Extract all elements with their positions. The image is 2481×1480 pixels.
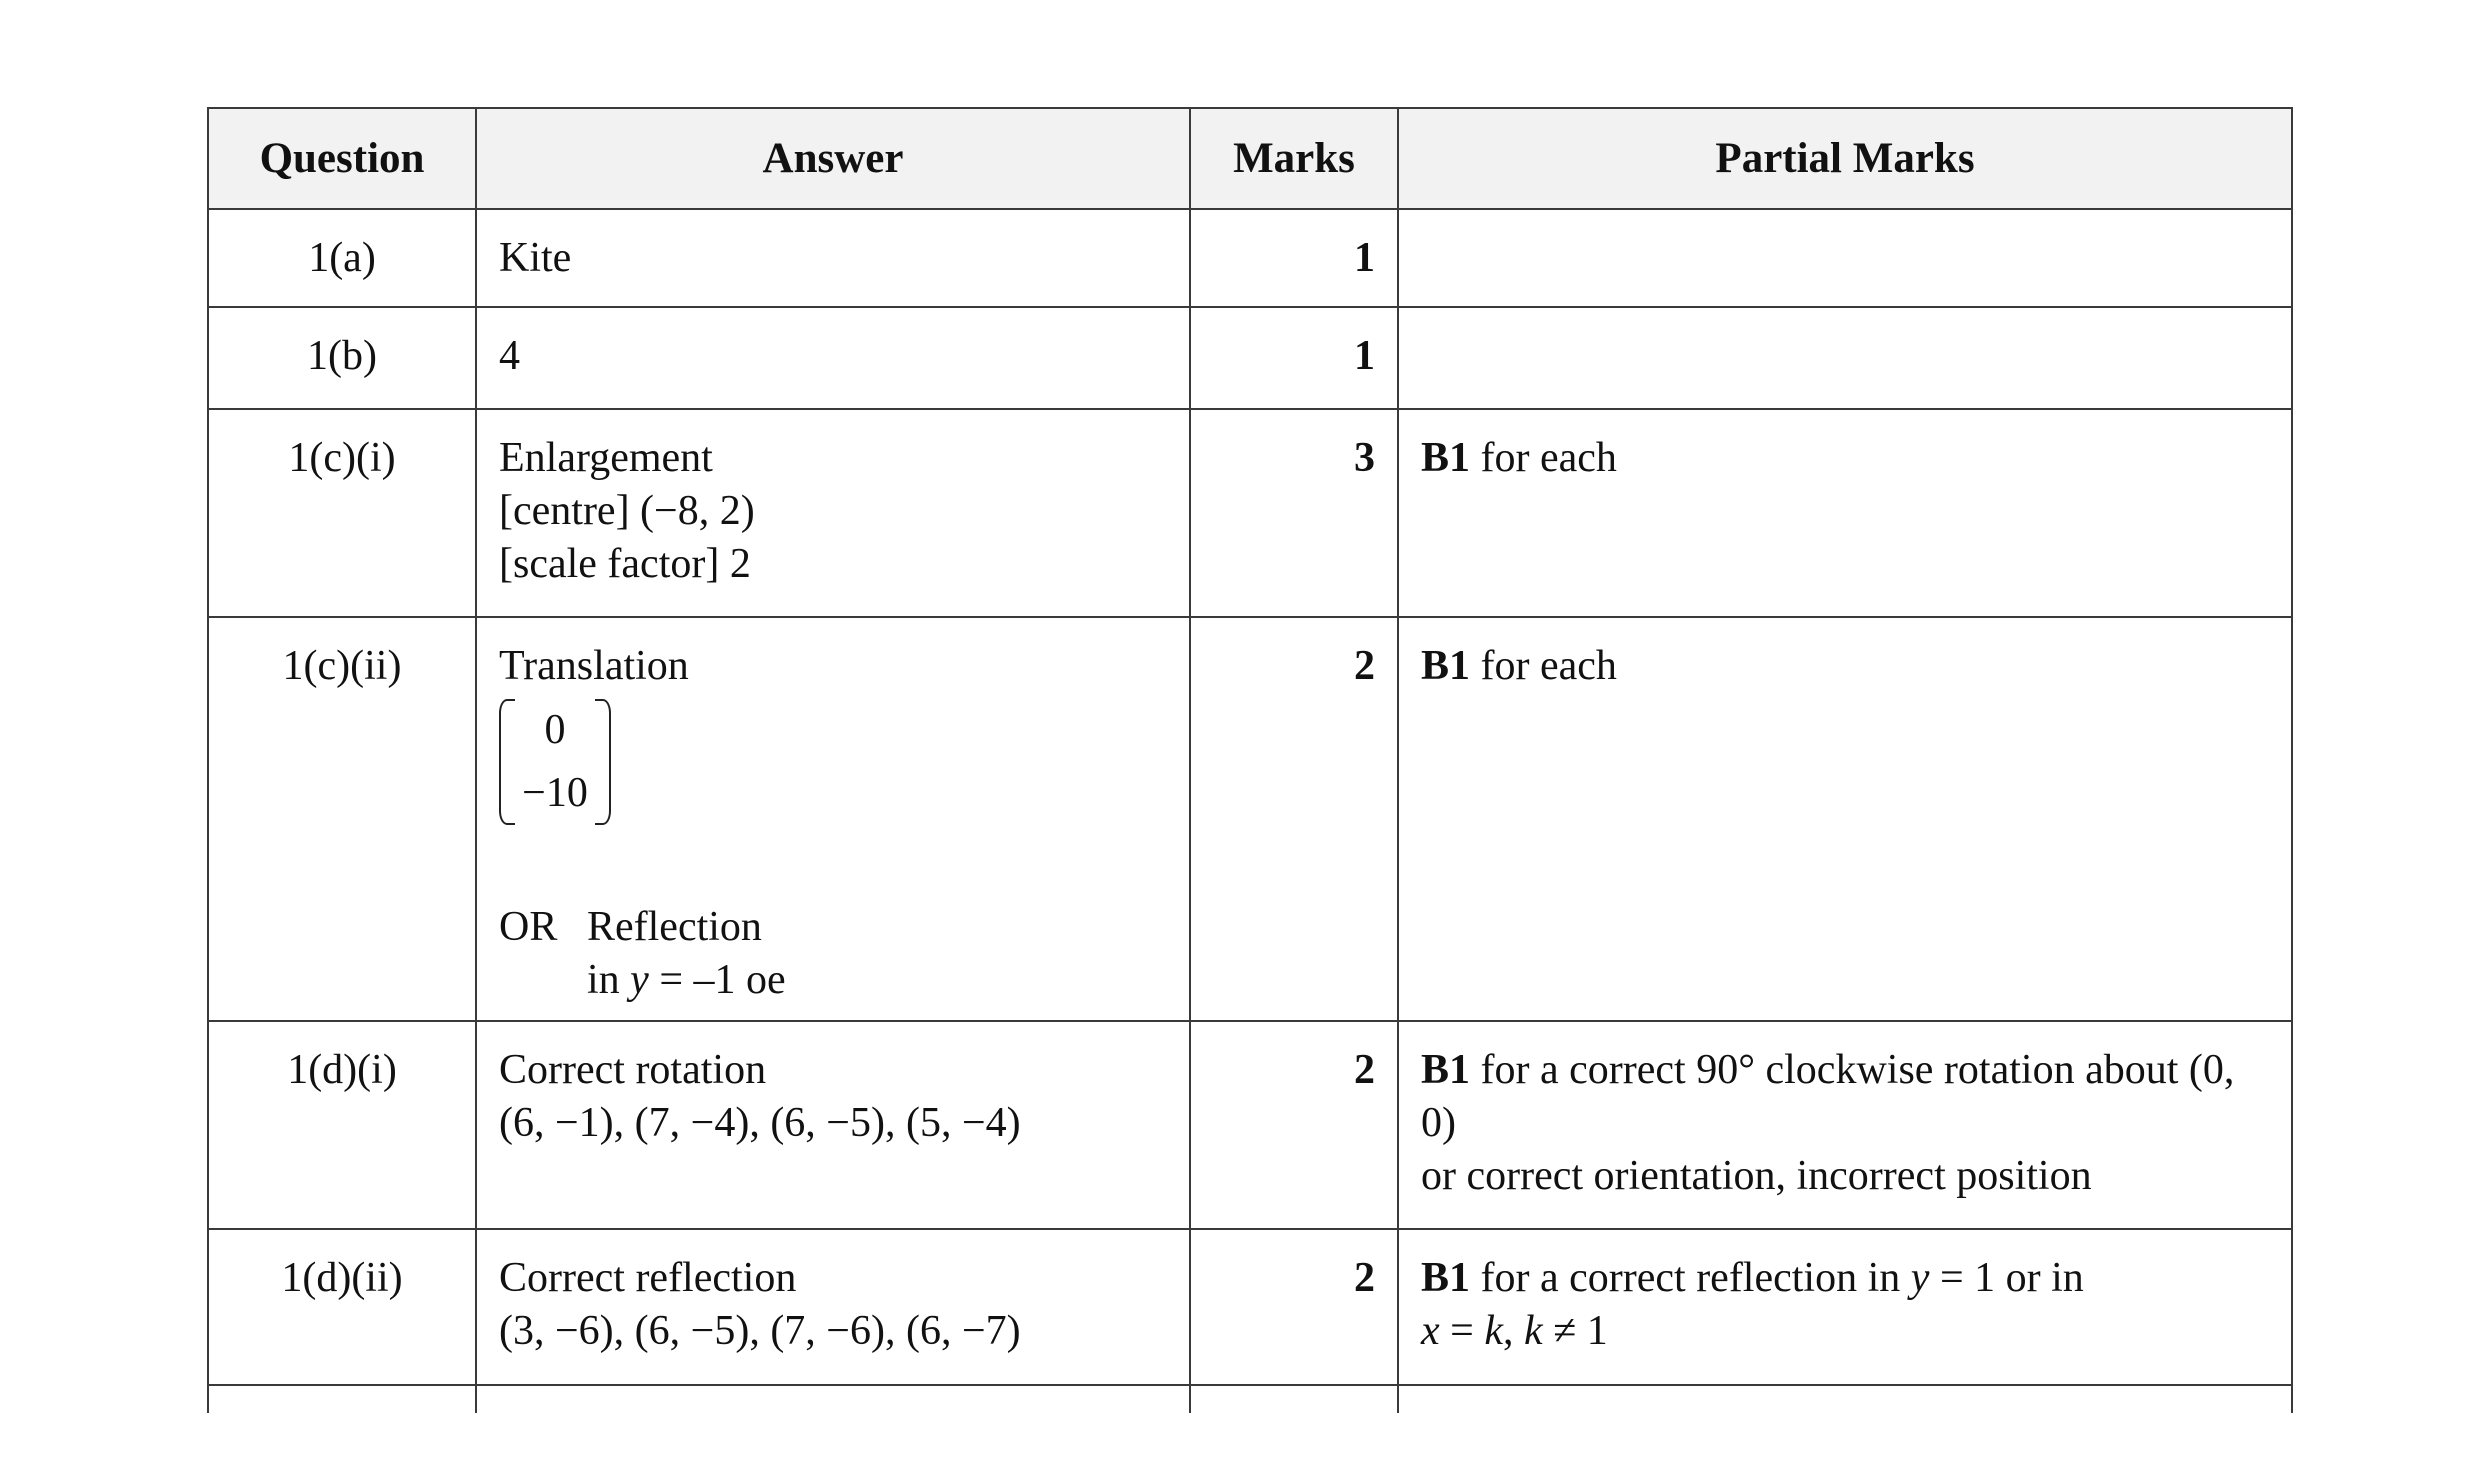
- answer-cell: 4: [476, 307, 1190, 409]
- vector-values: [515, 699, 595, 825]
- marks-cell: 2: [1190, 1021, 1398, 1229]
- table-row: [208, 617, 2292, 1021]
- mark-code: B1: [1421, 643, 1471, 689]
- answer-line: Correct reflection: [499, 1255, 797, 1301]
- answer-line: (3, −6), (6, −5), (7, −6), (6, −7): [499, 1308, 1021, 1354]
- variable-k: k: [1524, 1308, 1543, 1354]
- answer-line: Translation: [499, 643, 689, 689]
- header-row: [208, 108, 2292, 209]
- partial-text: for a correct 90° clockwise rotation about (0, 0): [1421, 1047, 2235, 1146]
- header-answer: Answer: [476, 108, 1190, 209]
- marks-cell: 1: [1190, 209, 1398, 307]
- partial-marks-cell: [1398, 1021, 2292, 1229]
- partial-line: [1421, 1252, 2273, 1305]
- answer-line: (6, −1), (7, −4), (6, −5), (5, −4): [499, 1100, 1021, 1146]
- vector-top: 0: [544, 707, 566, 753]
- or-answer: Reflection: [587, 904, 762, 950]
- or-label: OR: [499, 904, 558, 950]
- header-marks: Marks: [1190, 108, 1398, 209]
- question-cell: 1(d)(ii): [208, 1229, 476, 1385]
- partial-line: [1421, 1305, 2273, 1358]
- or-answer-detail: [499, 954, 1171, 1007]
- table-row: [208, 1229, 2292, 1385]
- table-row: [208, 209, 2292, 307]
- or-text: = –1 oe: [648, 957, 786, 1003]
- marks-cell: 3: [1190, 409, 1398, 617]
- or-text: in: [587, 957, 631, 1003]
- question-cell: [208, 1385, 476, 1413]
- table-row: [208, 409, 2292, 617]
- partial-text: for each: [1470, 435, 1617, 481]
- answer-cell: Kite: [476, 209, 1190, 307]
- answer-cell: [476, 1385, 1190, 1413]
- right-parenthesis: [595, 699, 611, 825]
- partial-line: or correct orientation, incorrect position: [1421, 1153, 2092, 1199]
- table-row: [208, 307, 2292, 409]
- partial-text: ,: [1503, 1308, 1524, 1354]
- question-cell: 1(b): [208, 307, 476, 409]
- variable-x: x: [1421, 1308, 1440, 1354]
- partial-marks-cell: [1398, 409, 2292, 617]
- partial-line: [1421, 1044, 2273, 1150]
- variable-y: y: [630, 957, 649, 1003]
- partial-marks-cell: [1398, 1229, 2292, 1385]
- mark-code: B1: [1421, 1047, 1471, 1093]
- partial-text: for a correct reflection in: [1470, 1255, 1911, 1301]
- table-row-partial: [208, 1385, 2292, 1413]
- answer-line: Enlargement: [499, 435, 713, 481]
- left-parenthesis: [499, 699, 515, 825]
- partial-marks-cell: [1398, 1385, 2292, 1413]
- answer-line: [centre] (−8, 2): [499, 488, 755, 534]
- question-cell: 1(a): [208, 209, 476, 307]
- answer-cell: [476, 1021, 1190, 1229]
- table-row: [208, 1021, 2292, 1229]
- partial-text: for each: [1470, 643, 1617, 689]
- partial-marks-cell: [1398, 209, 2292, 307]
- marks-cell: 2: [1190, 1229, 1398, 1385]
- alternative-answer: [499, 901, 1171, 1007]
- mark-code: B1: [1421, 1255, 1471, 1301]
- mark-code: B1: [1421, 435, 1471, 481]
- partial-marks-cell: [1398, 617, 2292, 1021]
- column-vector: [499, 699, 611, 825]
- answer-cell: [476, 617, 1190, 1021]
- question-cell: 1(d)(i): [208, 1021, 476, 1229]
- answer-cell: [476, 409, 1190, 617]
- marks-cell: 2: [1190, 617, 1398, 1021]
- partial-text: =: [1439, 1308, 1485, 1354]
- partial-text: ≠ 1: [1542, 1308, 1608, 1354]
- variable-y: y: [1910, 1255, 1930, 1301]
- answer-cell: [476, 1229, 1190, 1385]
- vector-bottom: −10: [522, 770, 588, 816]
- answer-line: [scale factor] 2: [499, 541, 751, 587]
- variable-k: k: [1484, 1308, 1503, 1354]
- partial-text: = 1 or in: [1929, 1255, 2084, 1301]
- partial-marks-cell: [1398, 307, 2292, 409]
- answer-line: Correct rotation: [499, 1047, 767, 1093]
- header-question: Question: [208, 108, 476, 209]
- or-line: [499, 901, 1171, 954]
- header-partial-marks: Partial Marks: [1398, 108, 2292, 209]
- marks-cell: [1190, 1385, 1398, 1413]
- mark-scheme-table: [207, 107, 2293, 1413]
- question-cell: 1(c)(ii): [208, 617, 476, 1021]
- question-cell: 1(c)(i): [208, 409, 476, 617]
- marks-cell: 1: [1190, 307, 1398, 409]
